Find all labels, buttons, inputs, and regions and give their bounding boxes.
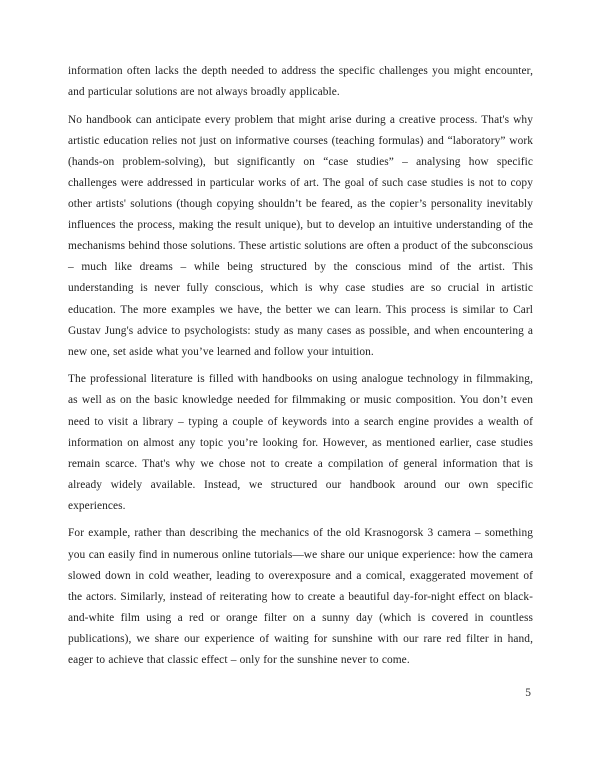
paragraph: No handbook can anticipate every problem that might arise during a creative process. That's why artistic education relies not just on informative courses (teaching formulas) and “laboratory” work (hands-on problem-solving), but significantly on “case studies” – analysing how specific challenges were addressed in particular works of art. The goal of such case studies is not to copy other artists' solutions (though copying shouldn’t be feared, as the copier’s personality inevitably influences the process, making the result unique), but to develop an intuitive understanding of the mechanisms behind those solutions. These artistic solutions are often a product of the subconscious – much like dreams – while being structured by the conscious mind of the artist. This understanding is never fully conscious, which is why case studies are so crucial in artistic education. The more examples we have, the better we can learn. This process is similar to Carl Gustav Jung's advice to psychologists: study as many cases as possible, and when encountering a new one, set aside what you’ve learned and follow your intuition.	[68, 113, 533, 358]
text-block	[68, 61, 533, 671]
paragraph: For example, rather than describing the mechanics of the old Krasnogorsk 3 camera – something you can easily find in numerous online tutorials—we share our unique experience: how the camera slowed down in cold weather, leading to overexposure and a comical, exaggerated movement of the actors. Similarly, instead of reiterating how to create a beautiful day-for-night effect on black-and-white film using a red or orange filter on a sunny day (which is covered in countless publications), we share our experience of waiting for sunshine with our rare red filter in hand, eager to achieve that classic effect – only for the sunshine never to come.	[68, 527, 533, 667]
paragraph: information often lacks the depth needed to address the specific challenges you might encounter, and particular solutions are not always broadly applicable.	[68, 65, 533, 99]
page-number: 5	[525, 687, 531, 699]
paragraph: The professional literature is filled with handbooks on using analogue technology in filmmaking, as well as on the basic knowledge needed for filmmaking or music composition. You don’t even need to visit a library – typing a couple of keywords into a search engine provides a wealth of information on almost any topic you’re looking for. However, as mentioned earlier, case studies remain scarce. That's why we chose not to create a compilation of general information that is already widely available. Instead, we structured our handbook around our own specific experiences.	[68, 373, 533, 512]
